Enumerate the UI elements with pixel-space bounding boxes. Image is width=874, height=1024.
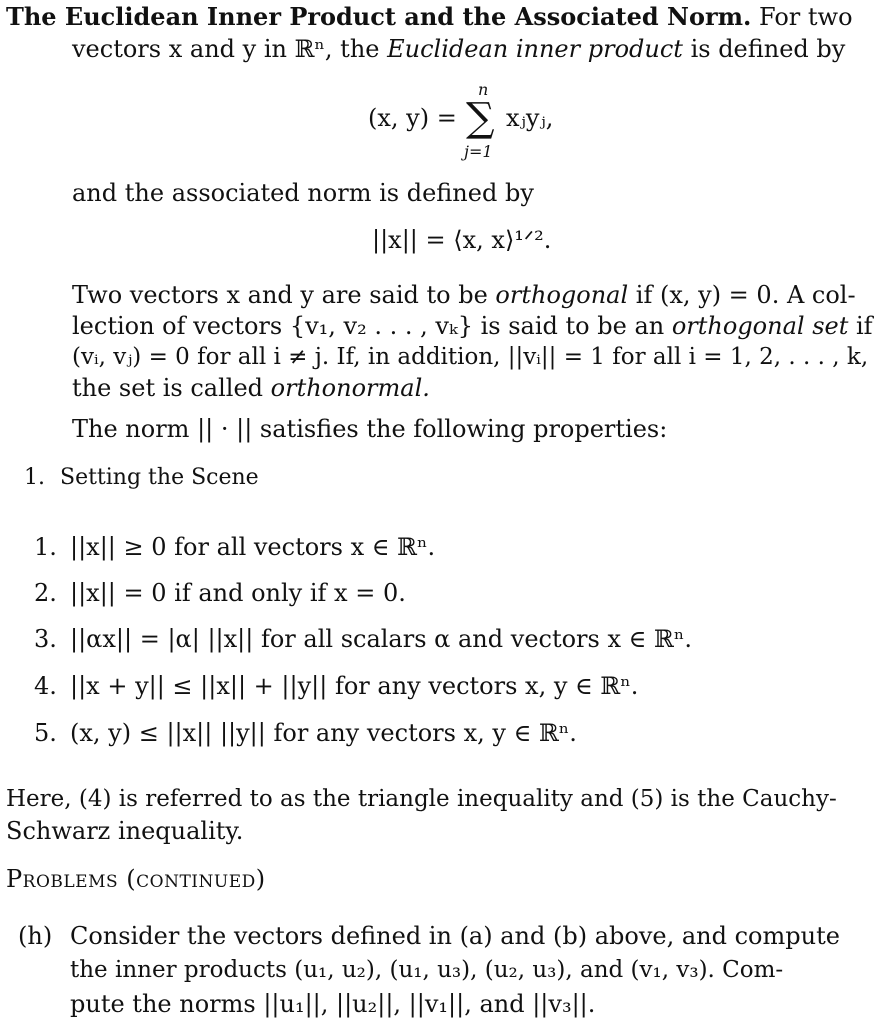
property-number: 4. xyxy=(34,672,57,700)
intro-text-1: For two xyxy=(751,3,853,31)
property-text: ||x|| ≥ 0 for all vectors x ∈ ℝⁿ. xyxy=(70,533,436,561)
orthogonality-line-5: The norm || · || satisfies the following properties: xyxy=(72,415,668,443)
property-text: ||αx|| = |α| ||x|| for all scalars α and vectors x ∈ ℝⁿ. xyxy=(70,625,692,653)
norm-intro: and the associated norm is defined by xyxy=(72,179,534,207)
section-number: 1. xyxy=(24,465,45,490)
formula-summand: xⱼyⱼ, xyxy=(506,104,554,132)
list-item xyxy=(34,532,435,562)
problem-line-3: pute the norms ||u₁||, ||u₂||, ||v₁||, and ||v₃||. xyxy=(70,990,596,1018)
property-number: 3. xyxy=(34,625,57,653)
orthogonality-text-1a: Two vectors x and y are said to be xyxy=(72,281,496,309)
orthogonality-line-3: (vᵢ, vⱼ) = 0 for all i ≠ j. If, in addition, ||vᵢ|| = 1 for all i = 1, 2, . . . , k, xyxy=(72,344,869,370)
property-text: ||x + y|| ≤ ||x|| + ||y|| for any vectors x, y ∈ ℝⁿ. xyxy=(70,672,639,700)
formula-lhs: (x, y) = xyxy=(368,104,457,132)
list-item xyxy=(34,578,406,608)
intro-text-3: is defined by xyxy=(682,35,846,63)
problem-line-2: the inner products (u₁, u₂), (u₁, u₃), (u₂, u₃), and (v₁, v₃). Com- xyxy=(70,957,784,983)
orthogonality-line-2 xyxy=(72,311,873,341)
orthogonality-line-1 xyxy=(72,280,856,310)
orthogonality-text-4a: the set is called xyxy=(72,374,271,402)
term-orthogonal-set: orthogonal set xyxy=(671,312,849,340)
remark-line-2: Schwarz inequality. xyxy=(6,817,244,845)
orthogonality-text-2b: if xyxy=(848,312,873,340)
section-title: Setting the Scene xyxy=(60,465,259,490)
orthogonality-line-4 xyxy=(72,373,430,403)
intro-line-1 xyxy=(6,2,853,32)
problems-heading: Problems (continued) xyxy=(6,865,266,893)
orthogonality-text-2a: lection of vectors {v₁, v₂ . . . , vₖ} is said to be an xyxy=(72,312,672,340)
section-heading xyxy=(24,463,259,493)
property-text: (x, y) ≤ ||x|| ||y|| for any vectors x, y ∈ ℝⁿ. xyxy=(70,719,577,747)
intro-heading: The Euclidean Inner Product and the Associated Norm. xyxy=(6,2,752,31)
intro-term: Euclidean inner product xyxy=(387,35,683,63)
intro-text-2: vectors x and y in ℝⁿ, the xyxy=(72,35,388,63)
list-item xyxy=(34,671,638,701)
property-text: ||x|| = 0 if and only if x = 0. xyxy=(70,579,406,607)
term-orthogonal: orthogonal xyxy=(495,281,629,309)
list-item xyxy=(34,718,577,748)
orthogonality-text-1b: if (x, y) = 0. A col- xyxy=(628,281,856,309)
property-number: 1. xyxy=(34,533,57,561)
formula-lower-limit: j=1 xyxy=(464,142,493,161)
formula-sum-symbol: ∑ xyxy=(466,95,495,141)
norm-formula: ||x|| = ⟨x, x⟩¹ᐟ². xyxy=(372,226,552,254)
remark-line-1: Here, (4) is referred to as the triangle inequality and (5) is the Cauchy- xyxy=(6,786,837,812)
problem-label: (h) xyxy=(18,922,53,950)
problem-line-1: Consider the vectors defined in (a) and (b) above, and compute xyxy=(70,922,840,950)
property-number: 5. xyxy=(34,719,57,747)
formula-upper-limit: n xyxy=(478,80,489,99)
property-number: 2. xyxy=(34,579,57,607)
list-item xyxy=(34,624,692,654)
intro-line-2 xyxy=(72,34,845,64)
term-orthonormal: orthonormal. xyxy=(270,374,430,402)
